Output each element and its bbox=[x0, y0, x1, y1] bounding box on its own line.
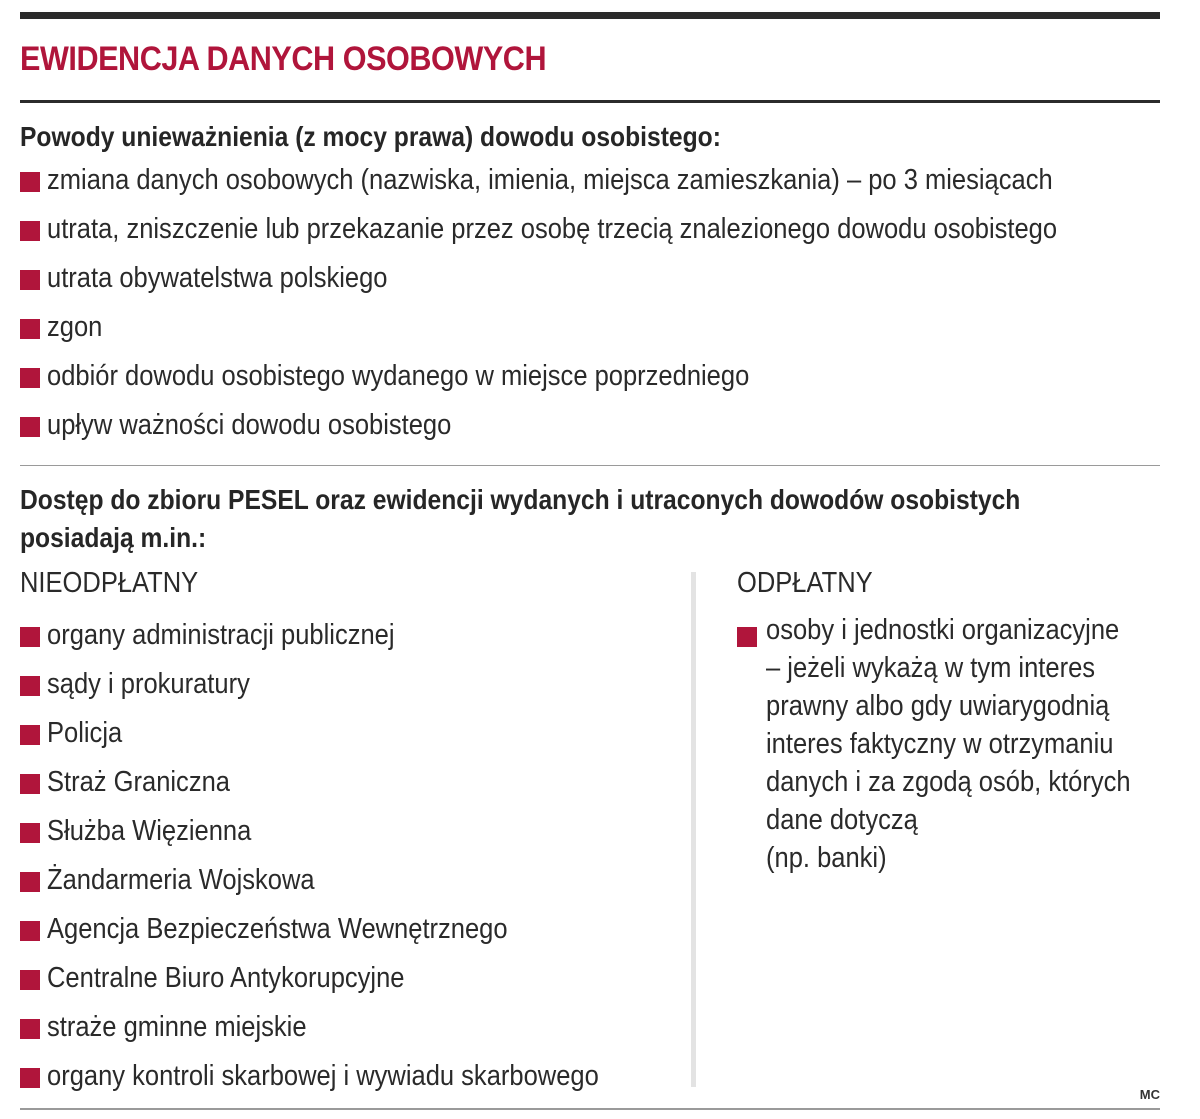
list-item bbox=[20, 807, 680, 856]
list-item-text: Agencja Bezpieczeństwa Wewnętrznego bbox=[47, 913, 508, 945]
list-item bbox=[20, 303, 1160, 352]
square-bullet-icon bbox=[20, 221, 40, 241]
list-item bbox=[20, 856, 680, 905]
list-item-text: straże gminne miejskie bbox=[47, 1011, 307, 1043]
list-item bbox=[20, 611, 680, 660]
list-item bbox=[20, 401, 1160, 450]
square-bullet-icon bbox=[20, 725, 40, 745]
page-title: EWIDENCJA DANYCH OSOBOWYCH bbox=[20, 40, 547, 78]
square-bullet-icon bbox=[20, 270, 40, 290]
square-bullet-icon bbox=[737, 627, 757, 647]
top-rule bbox=[20, 12, 1160, 19]
list-item-text: Policja bbox=[47, 717, 123, 749]
list-item-text: zmiana danych osobowych (nazwiska, imienia, miejsca zamieszkania) – po 3 miesiącach bbox=[47, 164, 1053, 196]
square-bullet-icon bbox=[20, 921, 40, 941]
square-bullet-icon bbox=[20, 172, 40, 192]
list-item-text: Straż Graniczna bbox=[47, 766, 230, 798]
list-item bbox=[20, 1003, 680, 1052]
list-item-text: organy administracji publicznej bbox=[47, 619, 395, 651]
invalidation-heading: Powody unieważnienia (z mocy prawa) dowodu osobistego: bbox=[20, 121, 721, 152]
invalidation-list bbox=[20, 156, 1160, 450]
free-access-column bbox=[20, 563, 680, 1101]
bottom-rule bbox=[20, 1108, 1160, 1110]
list-item-text: Centralne Biuro Antykorupcyjne bbox=[47, 962, 405, 994]
invalidation-section bbox=[20, 118, 1160, 450]
square-bullet-icon bbox=[20, 627, 40, 647]
square-bullet-icon bbox=[20, 872, 40, 892]
column-divider bbox=[691, 572, 696, 1087]
infobox bbox=[20, 0, 1160, 1119]
square-bullet-icon bbox=[20, 368, 40, 388]
list-item-text: osoby i jednostki organizacyjne – jeżeli wykażą w tym interes prawny albo gdy uwiarygodnią interes faktyczny w otrzymaniu danych i za zgodą osób, których dane dotyczą (np. banki) bbox=[766, 614, 1131, 874]
list-item-text: Służba Więzienna bbox=[47, 815, 252, 847]
list-item bbox=[20, 156, 1160, 205]
list-item bbox=[20, 1052, 680, 1101]
list-item bbox=[20, 709, 680, 758]
list-item bbox=[20, 905, 680, 954]
paid-access-column bbox=[737, 563, 1160, 877]
list-item-text: zgon bbox=[47, 311, 103, 343]
list-item bbox=[737, 611, 1160, 877]
square-bullet-icon bbox=[20, 823, 40, 843]
list-item bbox=[20, 954, 680, 1003]
square-bullet-icon bbox=[20, 1019, 40, 1039]
square-bullet-icon bbox=[20, 774, 40, 794]
list-item-text: Żandarmeria Wojskowa bbox=[47, 864, 315, 896]
list-item bbox=[20, 352, 1160, 401]
free-access-label: NIEODPŁATNY bbox=[20, 567, 199, 599]
title-rule bbox=[20, 100, 1160, 103]
list-item-text: utrata obywatelstwa polskiego bbox=[47, 262, 388, 294]
free-access-list bbox=[20, 611, 680, 1101]
square-bullet-icon bbox=[20, 1068, 40, 1088]
access-section bbox=[20, 481, 1160, 557]
square-bullet-icon bbox=[20, 319, 40, 339]
list-item-text: sądy i prokuratury bbox=[47, 668, 250, 700]
list-item bbox=[20, 254, 1160, 303]
square-bullet-icon bbox=[20, 970, 40, 990]
list-item bbox=[20, 205, 1160, 254]
author-credit: MC bbox=[1139, 1087, 1160, 1102]
list-item bbox=[20, 758, 680, 807]
paid-access-label: ODPŁATNY bbox=[737, 567, 873, 599]
list-item-text: odbiór dowodu osobistego wydanego w miejsce poprzedniego bbox=[47, 360, 750, 392]
square-bullet-icon bbox=[20, 417, 40, 437]
list-item-text: organy kontroli skarbowej i wywiadu skarbowego bbox=[47, 1060, 599, 1092]
square-bullet-icon bbox=[20, 676, 40, 696]
section-divider bbox=[20, 465, 1160, 466]
list-item-text: upływ ważności dowodu osobistego bbox=[47, 409, 452, 441]
list-item bbox=[20, 660, 680, 709]
list-item-text: utrata, zniszczenie lub przekazanie przez osobę trzecią znalezionego dowodu osobistego bbox=[47, 213, 1058, 245]
access-heading: Dostęp do zbioru PESEL oraz ewidencji wydanych i utraconych dowodów osobistych posiadają m.in.: bbox=[20, 484, 1021, 553]
